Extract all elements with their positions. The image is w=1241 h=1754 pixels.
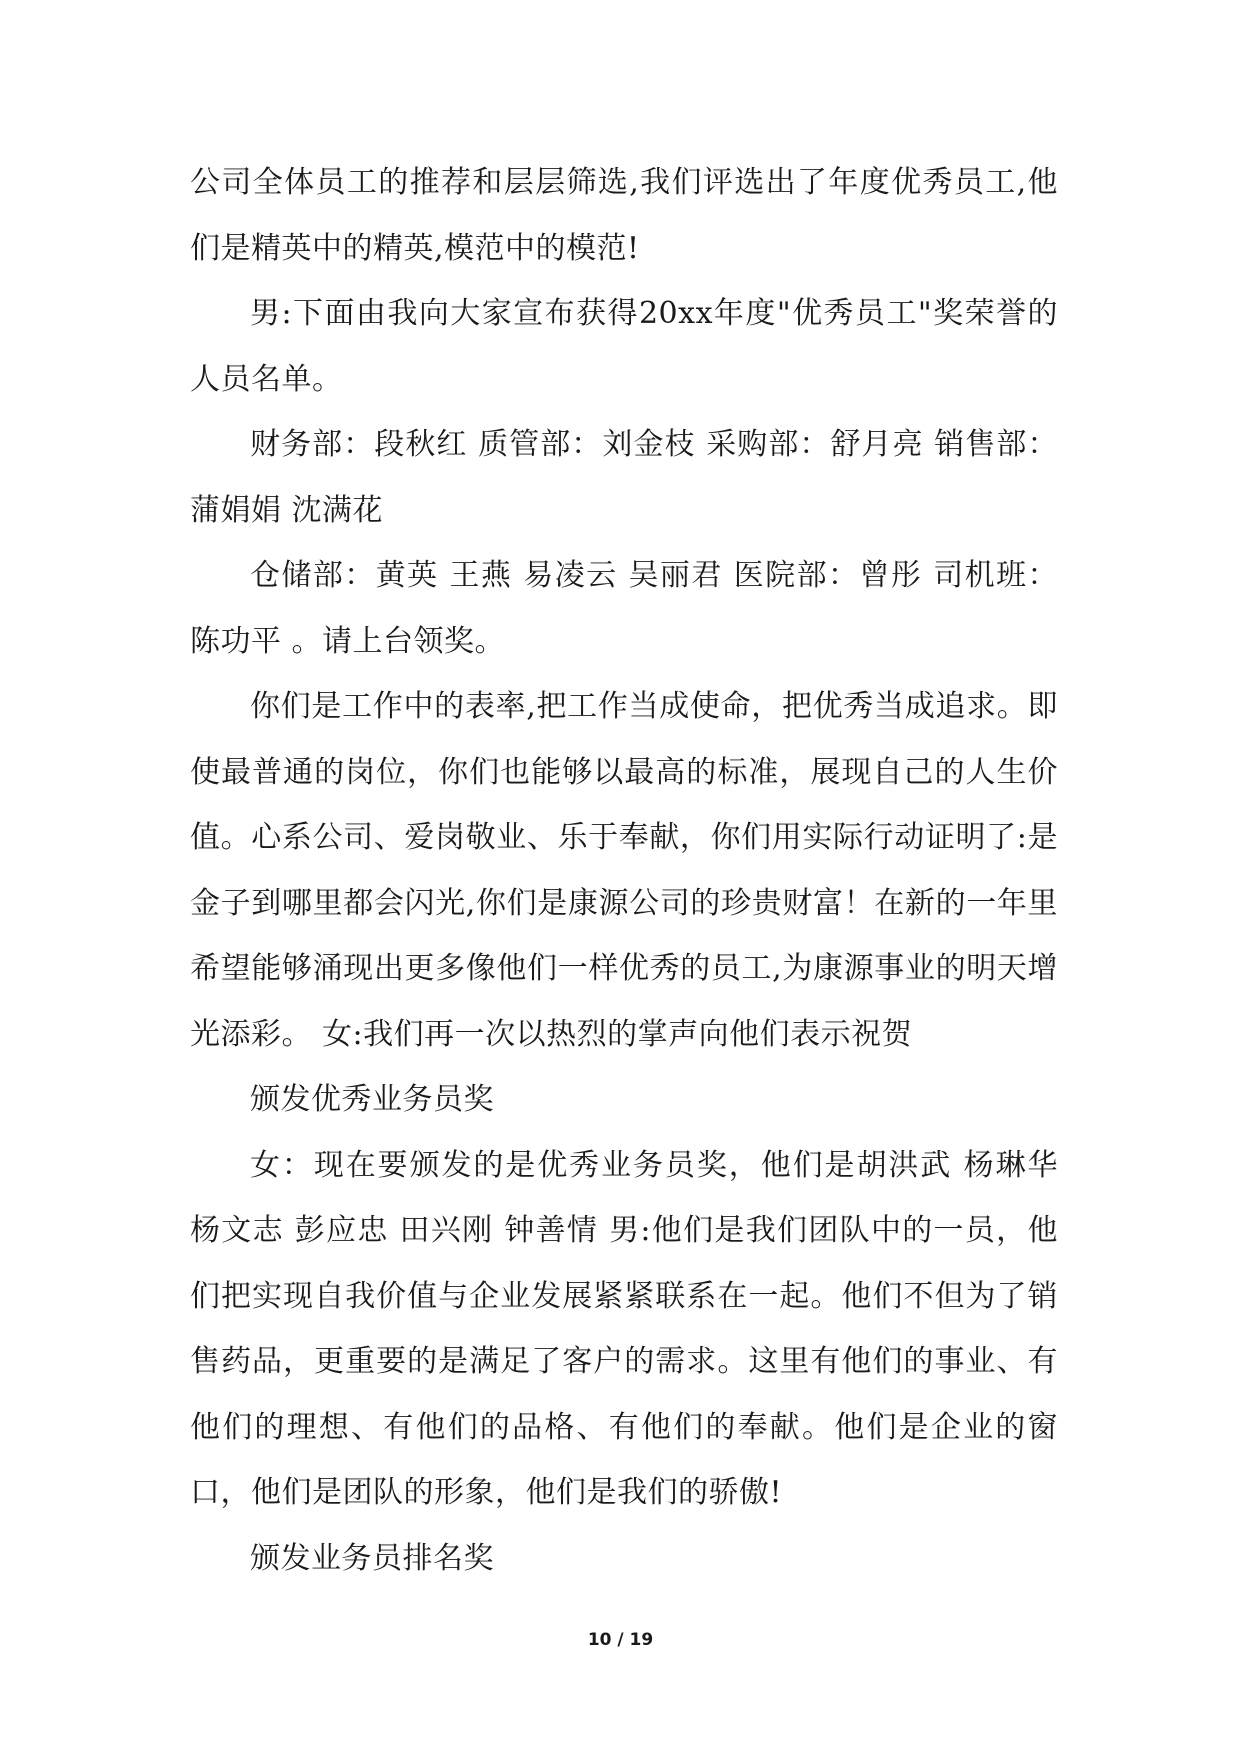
section-heading-sales-award: 颁发优秀业务员奖: [250, 1082, 494, 1117]
paragraph-winners-warehouse: 仓储部：黄英 王燕 易凌云 吴丽君 医院部：曾彤 司机班：陈功平 。请上台领奖。: [190, 558, 1058, 659]
paragraph-winners-finance: 财务部：段秋红 质管部：刘金枝 采购部：舒月亮 销售部：蒲娟娟 沈满花: [190, 427, 1058, 528]
section-heading-ranking-award: 颁发业务员排名奖: [250, 1540, 494, 1576]
paragraph-announcement: 男:下面由我向大家宣布获得20xx年度"优秀员工"奖荣誉的人员名单。: [190, 296, 1058, 397]
paragraph-continuation: 公司全体员工的推荐和层层筛选,我们评选出了年度优秀员工,他们是精英中的精英,模范中的模范!: [190, 165, 1058, 266]
page-number: 10 / 19: [587, 1630, 654, 1650]
document-body: [190, 150, 1058, 1591]
paragraph-sales-award: 女：现在要颁发的是优秀业务员奖，他们是胡洪武 杨琳华 杨文志 彭应忠 田兴刚 钟善情 男:他们是我们团队中的一员，他们把实现自我价值与企业发展紧紧联系在一起。他们不但为了销售药品，更重要的是满足了客户的需求。这里有他们的事业、有他们的理想、有他们的品格、有他们的奉献。他们是企业的窗口，他们是团队的形象，他们是我们的骄傲!: [190, 1147, 1058, 1510]
paragraph-praise: 你们是工作中的表率,把工作当成使命，把优秀当成追求。即使最普通的岗位，你们也能够以最高的标准，展现自己的人生价值。心系公司、爱岗敬业、乐于奉献，你们用实际行动证明了:是金子到哪里都会闪光,你们是康源公司的珍贵财富！在新的一年里希望能够涌现出更多像他们一样优秀的员工,为康源事业的明天增光添彩。 女:我们再一次以热烈的掌声向他们表示祝贺: [190, 689, 1058, 1052]
